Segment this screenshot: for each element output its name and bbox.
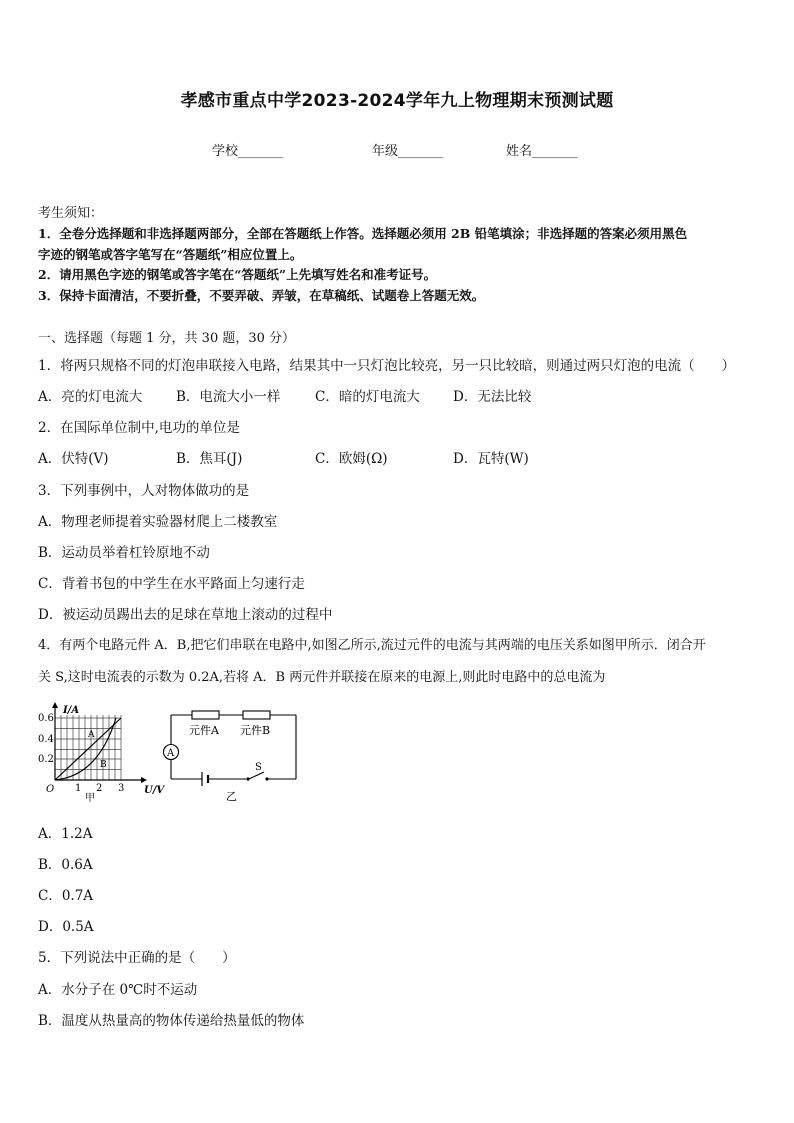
q2-option-a: A．伏特(V) <box>38 451 109 467</box>
notice-line-1b: 字迹的钢笔或答字笔写在“答题纸”相应位置上。 <box>38 247 303 262</box>
q1-stem: 1．将两只规格不同的灯泡串联接入电路，结果其中一只灯泡比较亮，另一只比较暗，则通过两只灯泡的电流（ ） <box>38 358 736 374</box>
notice-heading: 考生须知： <box>38 206 104 221</box>
q5-option-a: A．水分子在 0℃时不运动 <box>38 982 198 998</box>
element-a-resistor <box>192 711 219 719</box>
q2-stem: 2．在国际单位制中,电功的单位是 <box>38 420 240 436</box>
q3-option-a: A．物理老师提着实验器材爬上二楼教室 <box>38 514 278 530</box>
q1-option-b: B．电流大小一样 <box>176 389 281 405</box>
curve-b-label: B <box>100 760 107 770</box>
circuit-diagram <box>164 711 297 803</box>
q2-option-c: C．欧姆(Ω) <box>315 451 388 467</box>
element-b-label: 元件B <box>240 724 271 737</box>
x-axis-label: U/V <box>144 785 165 796</box>
x-tick-label: 1 <box>75 783 82 794</box>
q4-option-b: B．0.6A <box>38 857 93 873</box>
q3-option-c: C．背着书包的中学生在水平路面上匀速行走 <box>38 576 305 592</box>
y-tick-label: 0.4 <box>38 734 54 745</box>
notice-line-3: 3．保持卡面清洁，不要折叠，不要弄破、弄皱，在草稿纸、试题卷上答题无效。 <box>38 288 485 303</box>
ammeter-label: A <box>167 748 175 759</box>
q3-option-b: B．运动员举着杠铃原地不动 <box>38 545 210 561</box>
grade-field: 年级_______ <box>372 144 444 159</box>
q5-stem: 5．下列说法中正确的是（ ） <box>38 950 236 966</box>
q4-option-d: D．0.5A <box>38 919 94 935</box>
q3-stem: 3．下列事例中，人对物体做功的是 <box>38 483 250 499</box>
q4-stem-line-2: 关 S,这时电流表的示数为 0.2A,若将 A．B 两元件并联接在原来的电源上,则此时电路中的总电流为 <box>38 670 606 685</box>
q1-option-c: C．暗的灯电流大 <box>315 389 420 405</box>
q2-option-d: D．瓦特(W) <box>453 451 529 467</box>
q1-option-a: A．亮的灯电流大 <box>38 389 143 405</box>
q4-figure <box>36 700 306 810</box>
graph-caption: 甲 <box>85 793 95 804</box>
element-a-label: 元件A <box>189 724 219 737</box>
element-b-resistor <box>243 711 270 719</box>
page-title: 孝感市重点中学2023-2024学年九上物理期末预测试题 <box>180 91 614 111</box>
curve-a <box>55 718 121 780</box>
x-tick-label: 2 <box>96 783 103 794</box>
q4-stem-line-1: 4．有两个电路元件 A．B,把它们串联在电路中,如图乙所示,流过元件的电流与其两端的电压关系如图甲所示．闭合开 <box>38 638 706 653</box>
circuit-caption: 乙 <box>226 790 237 803</box>
school-field: 学校_______ <box>212 144 284 159</box>
iu-graph <box>38 702 165 804</box>
y-tick-label: 0.6 <box>38 713 54 724</box>
q5-option-b: B．温度从热量高的物体传递给热量低的物体 <box>38 1013 305 1029</box>
section-heading: 一、选择题（每题 1 分，共 30 题，30 分） <box>38 331 296 346</box>
q4-option-a: A．1.2A <box>38 826 93 842</box>
q1-option-d: D．无法比较 <box>453 389 532 405</box>
notice-line-2: 2．请用黑色字迹的钢笔或答字笔在“答题纸”上先填写姓名和准考证号。 <box>38 267 437 282</box>
switch-label: S <box>255 762 262 773</box>
curve-a-label: A <box>88 730 95 740</box>
y-axis-label: I/A <box>63 705 80 716</box>
switch-icon <box>246 777 249 780</box>
origin-label: O <box>46 784 55 795</box>
q3-option-d: D．被运动员踢出去的足球在草地上滚动的过程中 <box>38 607 333 623</box>
x-tick-label: 3 <box>118 783 125 794</box>
q4-option-c: C．0.7A <box>38 888 94 904</box>
name-field: 姓名_______ <box>506 144 578 159</box>
notice-line-1a: 1．全卷分选择题和非选择题两部分，全部在答题纸上作答。选择题必须用 2B 铅笔填涂；非选择题的答案必须用黑色 <box>38 226 688 241</box>
q2-option-b: B．焦耳(J) <box>176 451 243 467</box>
y-tick-label: 0.2 <box>38 754 54 765</box>
